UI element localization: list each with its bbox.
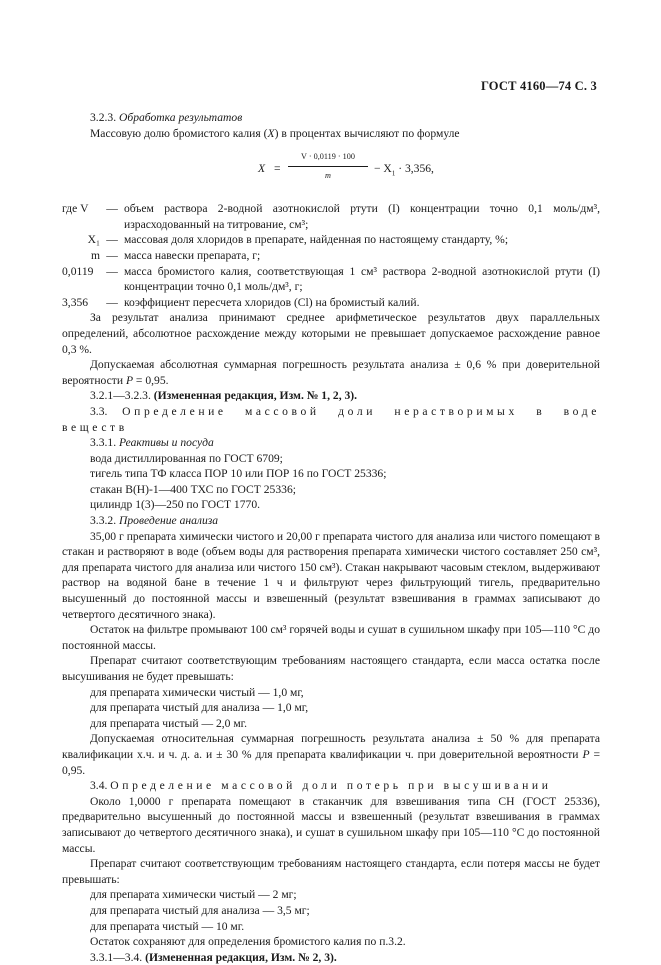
definition-dash: — <box>106 264 118 278</box>
formula-lhs: X <box>258 162 266 176</box>
definition-dash: — <box>106 233 118 247</box>
edition-label: (Измененная редакция, Изм. № 2, 3). <box>145 950 337 964</box>
section-number: 3.3.2. <box>90 514 119 528</box>
section-3-3-2-heading <box>62 513 600 529</box>
section-3-3-heading <box>62 404 600 435</box>
definition-row <box>62 201 600 232</box>
intro-text-b: ) в процентах вычисляют по формуле <box>274 126 460 140</box>
edition-note-2 <box>62 950 600 965</box>
paragraph-result: За результат анализа принимают среднее арифметическое результатов двух параллельных определений, абсолютное расхождение между которыми не превышает допускаемое расхождение равное 0,3 %. <box>62 311 600 356</box>
edition-range: 3.2.1—3.2.3. <box>90 389 154 403</box>
definition-row <box>62 264 600 295</box>
reagent-item: стакан В(Н)-1—400 ТХС по ГОСТ 25336; <box>90 482 296 496</box>
section-number: 3.4. <box>90 779 111 793</box>
tolerance-text-a: Допускаемая абсолютная суммарная погрешность результата анализа ± 0,6 % при доверительной вероятности <box>62 358 600 387</box>
section-title: Обработка результатов <box>119 111 243 124</box>
definition-symbol: 3,356 <box>62 295 89 309</box>
section-3-3-1-heading <box>62 435 600 451</box>
definition-text: коэффициент пересчета хлоридов (Cl) на бромистый калий. <box>124 295 420 309</box>
definition-symbol: X₁ <box>87 233 100 247</box>
formula-rest-a: − X <box>374 162 392 176</box>
definition-text: объем раствора 2-водной азотнокислой ртути (I) концентрации точно 0,1 моль/дм³, израсходованный на титрование, см³; <box>124 202 600 231</box>
paragraph-tolerance <box>62 357 600 388</box>
reagent-item: цилиндр 1(3)—250 по ГОСТ 1770. <box>90 498 261 512</box>
tolerance-symbol: P <box>125 373 134 387</box>
section-number: 3.3.1. <box>90 436 119 450</box>
tolerance-text-b: = 0,95. <box>133 373 169 387</box>
relative-text-b: = 0,95. <box>62 747 601 777</box>
reagent-item: тигель типа ТФ класса ПОР 10 или ПОР 16 по ГОСТ 25336; <box>90 467 387 481</box>
intro-text-a: Массовую долю бромистого калия ( <box>90 126 268 140</box>
limit-item: для препарата химически чистый — 1,0 мг, <box>90 685 304 699</box>
paragraph-relative-error <box>62 731 600 778</box>
definition-text: масса навески препарата, г; <box>124 248 261 262</box>
definition-symbol: где V <box>62 202 89 216</box>
relative-symbol: P <box>582 747 590 761</box>
formula-rest <box>374 161 434 177</box>
edition-note-1 <box>62 388 600 404</box>
formula-rest-b: · 3,356, <box>395 162 434 176</box>
section-title: Проведение анализа <box>118 514 219 528</box>
section-title: Реактивы и посуда <box>118 436 214 450</box>
edition-label: (Измененная редакция, Изм. № 1, 2, 3). <box>153 389 358 403</box>
formula-rest-sub: 1 <box>391 169 396 178</box>
paragraph-requirement-3-4: Препарат считают соответствующим требованиям настоящего стандарта, если потеря массы не будет превышать: <box>62 857 600 886</box>
formula-numerator: V · 0,0119 · 100 <box>288 149 368 167</box>
paragraph-residue: Остаток на фильтре промывают 100 см³ горячей воды и сушат в сушильном шкафу при 105—110 °С до постоянной массы. <box>62 623 600 652</box>
definition-text: масса бромистого калия, соответствующая 1 см³ раствора 2-водной азотнокислой ртути (I) концентрации точно 0,1 моль/дм³, г; <box>124 264 600 294</box>
intro-symbol: X <box>267 126 275 140</box>
paragraph-3-4: Около 1,0000 г препарата помещают в стаканчик для взвешивания типа СН (ГОСТ 25336), предварительно высушенный до постоянной массы и взвешенный (результат взвешивания в граммах записывают до четвертого десятичного знака), и сушат в сушильном шкафу при 105—110 °С до постоянной массы. <box>62 794 600 855</box>
edition-range: 3.3.1—3.4. <box>90 950 146 964</box>
formula <box>62 147 600 191</box>
paragraph-analysis: 35,00 г препарата химически чистого и 20,00 г препарата чистого для анализа или чистого помещают в стакан и растворяют в воде (объем воды для растворения препарата химически чистого составляет 250 см³, для препарата чистого для анализа или чистого 150 см³). Стакан накрывают часовым стеклом, выдерживают раствор на водяной бане в течение 1 ч и фильтруют через фильтрующий тигель, предварительно высушенный до постоянной массы и взвешенный (результат взвешивания в граммах записывают до четвертого десятичного знака). <box>62 529 600 621</box>
definition-row <box>62 295 600 311</box>
definition-dash: — <box>106 295 118 309</box>
reagent-item: вода дистиллированная по ГОСТ 6709; <box>90 451 283 465</box>
relative-text-a: Допускаемая относительная суммарная погрешность результата анализа ± 50 % для препарата квалификации х.ч. и ч. д. а. и ± 30 % для препарата квалификации ч. при доверительной вероятности <box>62 732 600 761</box>
limit-item: для препарата чистый — 10 мг. <box>90 919 245 933</box>
definition-dash: — <box>106 202 118 216</box>
section-3-2-3-heading <box>62 110 600 126</box>
definition-dash: — <box>106 248 118 262</box>
definition-symbol: 0,0119 <box>62 264 94 278</box>
section-3-4-heading <box>62 778 600 794</box>
formula-definitions <box>62 201 600 310</box>
limit-item: для препарата чистый — 2,0 мг. <box>90 716 248 730</box>
formula-equals: = <box>274 162 281 176</box>
section-number: 3.3. <box>90 404 123 418</box>
definition-row <box>62 232 600 248</box>
section-number: 3.2.3. <box>90 111 117 124</box>
formula-intro <box>62 126 600 142</box>
definition-symbol: m <box>90 248 100 262</box>
document-body <box>62 110 600 965</box>
limit-item: для препарата химически чистый — 2 мг; <box>90 888 297 902</box>
page-header: ГОСТ 4160—74 С. 3 <box>480 79 597 93</box>
definition-text: массовая доля хлоридов в препарате, найденная по настоящему стандарту, %; <box>124 233 509 247</box>
paragraph-keep-residue: Остаток сохраняют для определения бромистого калия по п.3.2. <box>90 935 406 949</box>
formula-fraction <box>288 149 368 183</box>
section-title: Определение массовой доли нерастворимых в воде веществ <box>62 404 600 434</box>
limit-item: для препарата чистый для анализа — 1,0 мг, <box>90 701 309 715</box>
paragraph-requirement-3-3: Препарат считают соответствующим требованиям настоящего стандарта, если масса остатка после высушивания не будет превышать: <box>62 654 600 683</box>
definition-row <box>62 248 600 264</box>
section-title: Определение массовой доли потерь при высушивании <box>110 779 552 793</box>
formula-denominator: m <box>325 170 331 180</box>
limit-item: для препарата чистый для анализа — 3,5 мг; <box>90 903 310 917</box>
